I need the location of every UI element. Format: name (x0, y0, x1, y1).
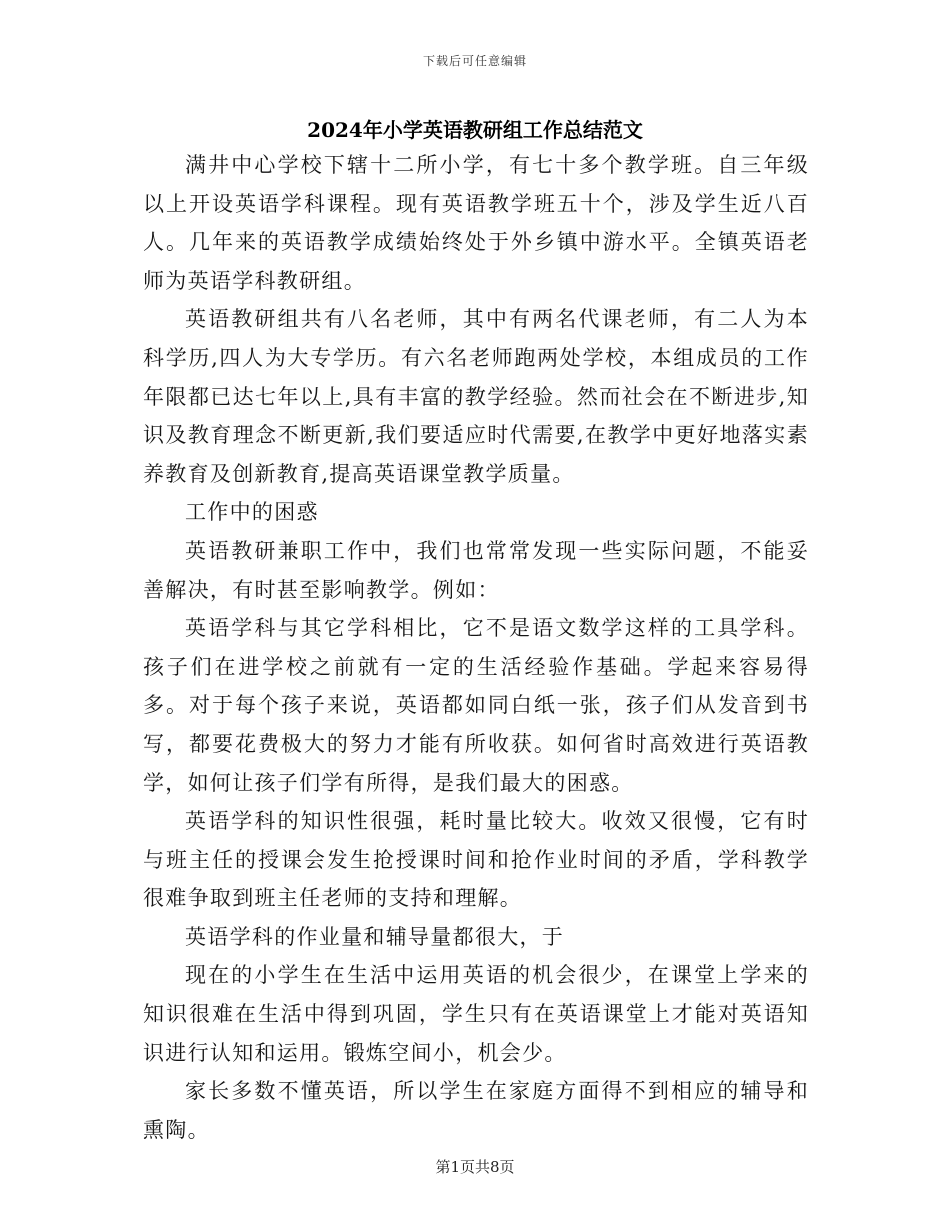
paragraph-workload: 英语学科的作业量和辅导量都很大，于 (185, 924, 565, 949)
paragraph-time-conflict: 英语学科的知识性很强，耗时量比较大。收效又很慢，它有时与班主任的授课会发生抢授课时间和抢作业时间的矛盾，学科教学很难争取到班主任老师的支持和理解。 (143, 809, 809, 911)
paragraph-subject-comparison: 英语学科与其它学科相比，它不是语文数学这样的工具学科。孩子们在进学校之前就有一定的生活经验作基础。学起来容易得多。对于每个孩子来说，英语都如同白纸一张，孩子们从发音到书写，都要花费极大的努力才能有所收获。如何省时高效进行英语教学，如何让孩子们学有所得，是我们最大的困惑。 (143, 616, 809, 795)
document-title: 2024年小学英语教研组工作总结范文 (307, 118, 643, 142)
paragraph-school-overview: 满井中心学校下辖十二所小学，有七十多个教学班。自三年级以上开设英语学科课程。现有英语教学班五十个，涉及学生近八百人。几年来的英语教学成绩始终处于外乡镇中游水平。全镇英语老师为英语学科教研组。 (143, 153, 809, 293)
paragraph-practical-problems: 英语教研兼职工作中，我们也常常发现一些实际问题，不能妥善解决，有时甚至影响教学。例如： (143, 538, 809, 602)
document-body (143, 146, 809, 1149)
page-number-indicator: 第1页共8页 (435, 1158, 515, 1176)
paragraph-family-support: 家长多数不懂英语，所以学生在家庭方面得不到相应的辅导和熏陶。 (143, 1079, 809, 1142)
page-header-note: 下载后可任意编辑 (422, 54, 527, 68)
paragraph-practice-opportunity: 现在的小学生在生活中运用英语的机会很少，在课堂上学来的知识很难在生活中得到巩固，学生只有在英语课堂上才能对英语知识进行认知和运用。锻炼空间小，机会少。 (143, 963, 809, 1065)
paragraph-teaching-group: 英语教研组共有八名老师，其中有两名代课老师，有二人为本科学历,四人为大专学历。有六名老师跑两处学校，本组成员的工作年限都已达七年以上,具有丰富的教学经验。然而社会在不断进步,知识及教育理念不断更新,我们要适应时代需要,在教学中更好地落实素养教育及创新教育,提高英语课堂教学质量。 (143, 307, 809, 486)
section-heading-confusions: 工作中的困惑 (185, 500, 319, 525)
